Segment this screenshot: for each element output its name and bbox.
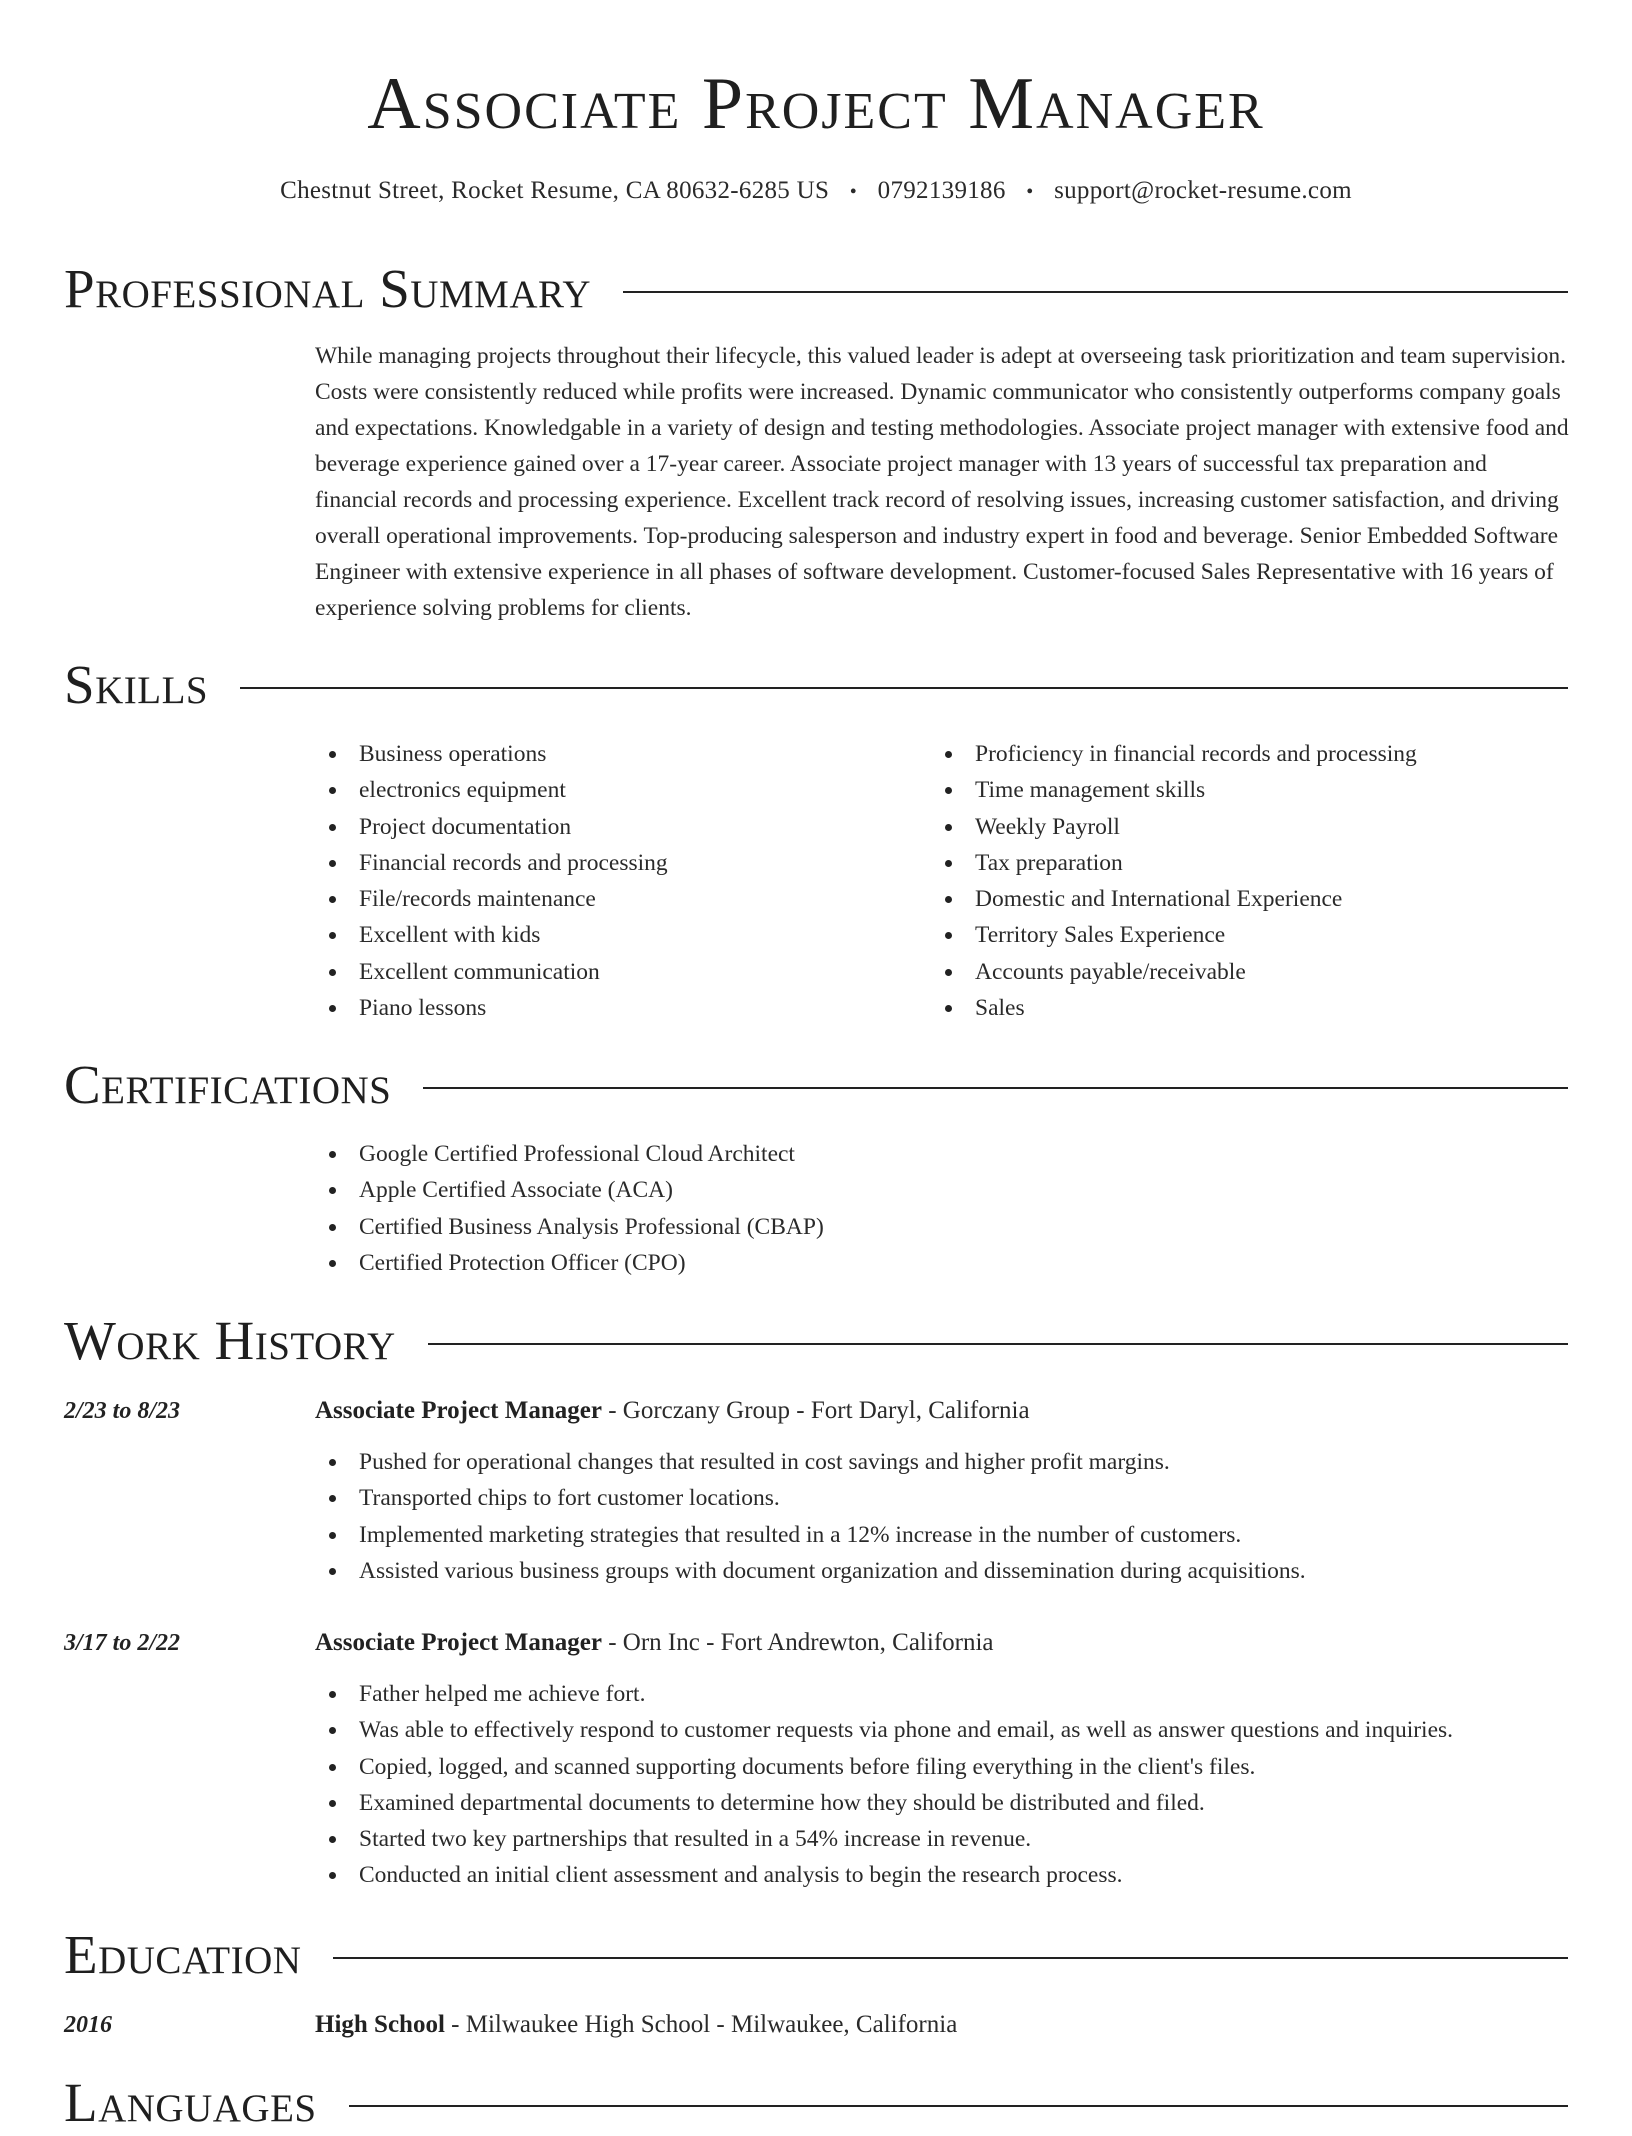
section-divider bbox=[623, 291, 1568, 293]
skills-section-header bbox=[64, 652, 1568, 718]
skill-item: electronics equipment bbox=[315, 772, 915, 808]
job-duty-item: Implemented marketing strategies that resulted in a 12% increase in the number of customers. bbox=[315, 1517, 1570, 1553]
candidate-name: Associate Project Manager bbox=[367, 63, 1265, 145]
separator-dot: • bbox=[849, 181, 858, 203]
education-section-title: Education bbox=[64, 1924, 302, 1985]
job-heading bbox=[315, 1394, 1030, 1428]
job-dates: 2/23 to 8/23 bbox=[64, 1398, 181, 1424]
job-duty-item: Copied, logged, and scanned supporting documents before filing everything in the client's files. bbox=[315, 1749, 1570, 1785]
skill-item: Piano lessons bbox=[315, 990, 915, 1026]
skill-item: File/records maintenance bbox=[315, 881, 915, 917]
skill-item: Excellent communication bbox=[315, 954, 915, 990]
job-duties-list bbox=[315, 1676, 1570, 1894]
skills-list-left bbox=[315, 736, 915, 1026]
skill-item: Proficiency in financial records and processing bbox=[931, 736, 1571, 772]
education-heading bbox=[315, 2008, 957, 2042]
certifications-list bbox=[315, 1136, 1515, 1281]
languages-section-header bbox=[64, 2070, 1568, 2136]
job-duty-item: Pushed for operational changes that resulted in cost savings and higher profit margins. bbox=[315, 1444, 1570, 1480]
skill-item: Weekly Payroll bbox=[931, 809, 1571, 845]
job-title: Associate Project Manager bbox=[315, 1629, 602, 1656]
job-duty-item: Examined departmental documents to determine how they should be distributed and filed. bbox=[315, 1785, 1570, 1821]
summary-section-header bbox=[64, 256, 1568, 322]
skill-item: Tax preparation bbox=[931, 845, 1571, 881]
certification-item: Certified Business Analysis Professional (CBAP) bbox=[315, 1209, 1515, 1245]
skills-section-title: Skills bbox=[64, 654, 209, 715]
section-divider bbox=[349, 2105, 1568, 2107]
work-section-title: Work History bbox=[64, 1310, 396, 1371]
education-section-header bbox=[64, 1922, 1568, 1988]
job-heading bbox=[315, 1626, 994, 1660]
section-divider bbox=[333, 1957, 1568, 1959]
skill-item: Financial records and processing bbox=[315, 845, 915, 881]
skill-item: Territory Sales Experience bbox=[931, 917, 1571, 953]
skill-item: Accounts payable/receivable bbox=[931, 954, 1571, 990]
certifications-section-title: Certifications bbox=[64, 1054, 392, 1115]
certification-item: Google Certified Professional Cloud Architect bbox=[315, 1136, 1515, 1172]
job-employer-location: - Gorczany Group - Fort Daryl, California bbox=[601, 1397, 1030, 1424]
skill-item: Excellent with kids bbox=[315, 917, 915, 953]
education-year: 2016 bbox=[64, 2012, 112, 2038]
contact-address: Chestnut Street, Rocket Resume, CA 80632-6285 US bbox=[280, 177, 830, 204]
job-dates: 3/17 to 2/22 bbox=[64, 1630, 181, 1656]
job-duty-item: Father helped me achieve fort. bbox=[315, 1676, 1570, 1712]
skill-item: Business operations bbox=[315, 736, 915, 772]
education-school-location: - Milwaukee High School - Milwaukee, California bbox=[444, 2011, 958, 2038]
certifications-section-header bbox=[64, 1052, 1568, 1118]
job-title: Associate Project Manager bbox=[315, 1397, 602, 1424]
education-degree: High School bbox=[315, 2011, 445, 2038]
job-duty-item: Transported chips to fort customer locations. bbox=[315, 1480, 1570, 1516]
certification-item: Certified Protection Officer (CPO) bbox=[315, 1245, 1515, 1281]
languages-section-title: Languages bbox=[64, 2072, 317, 2133]
job-duty-item: Conducted an initial client assessment and analysis to begin the research process. bbox=[315, 1857, 1570, 1893]
contact-line bbox=[0, 174, 1632, 209]
skill-item: Time management skills bbox=[931, 772, 1571, 808]
section-divider bbox=[423, 1087, 1568, 1089]
summary-section-title: Professional Summary bbox=[64, 258, 592, 319]
section-divider bbox=[240, 687, 1568, 689]
contact-phone: 0792139186 bbox=[877, 177, 1006, 204]
separator-dot: • bbox=[1026, 181, 1034, 203]
skills-list-right bbox=[931, 736, 1571, 1026]
work-section-header bbox=[64, 1308, 1568, 1374]
job-duty-item: Assisted various business groups with document organization and dissemination during acquisitions. bbox=[315, 1553, 1570, 1589]
job-duties-list bbox=[315, 1444, 1570, 1589]
certification-item: Apple Certified Associate (ACA) bbox=[315, 1172, 1515, 1208]
skill-item: Project documentation bbox=[315, 809, 915, 845]
contact-email: support@rocket-resume.com bbox=[1054, 177, 1352, 204]
job-duty-item: Started two key partnerships that resulted in a 54% increase in revenue. bbox=[315, 1821, 1570, 1857]
section-divider bbox=[428, 1343, 1568, 1345]
skill-item: Sales bbox=[931, 990, 1571, 1026]
job-duty-item: Was able to effectively respond to customer requests via phone and email, as well as answer questions and inquiries. bbox=[315, 1712, 1570, 1748]
job-employer-location: - Orn Inc - Fort Andrewton, California bbox=[601, 1629, 994, 1656]
skill-item: Domestic and International Experience bbox=[931, 881, 1571, 917]
summary-text: While managing projects throughout their lifecycle, this valued leader is adept at overseeing task prioritization and team supervision. Costs were consistently reduced while profits were increased. Dynamic communicator who consistently outperforms company goals and expectations. Knowledgable in a variety of design and testing methodologies. Associate project manager with extensive food and beverage experience gained over a 17-year career. Associate project manager with 13 years of successful tax preparation and financial records and processing experience. Excellent track record of resolving issues, increasing customer satisfaction, and driving overall operational improvements. Top-producing salesperson and industry expert in food and beverage. Senior Embedded Software Engineer with extensive experience in all phases of software development. Customer-focused Sales Representative with 16 years of experience solving problems for clients. bbox=[315, 343, 1569, 621]
